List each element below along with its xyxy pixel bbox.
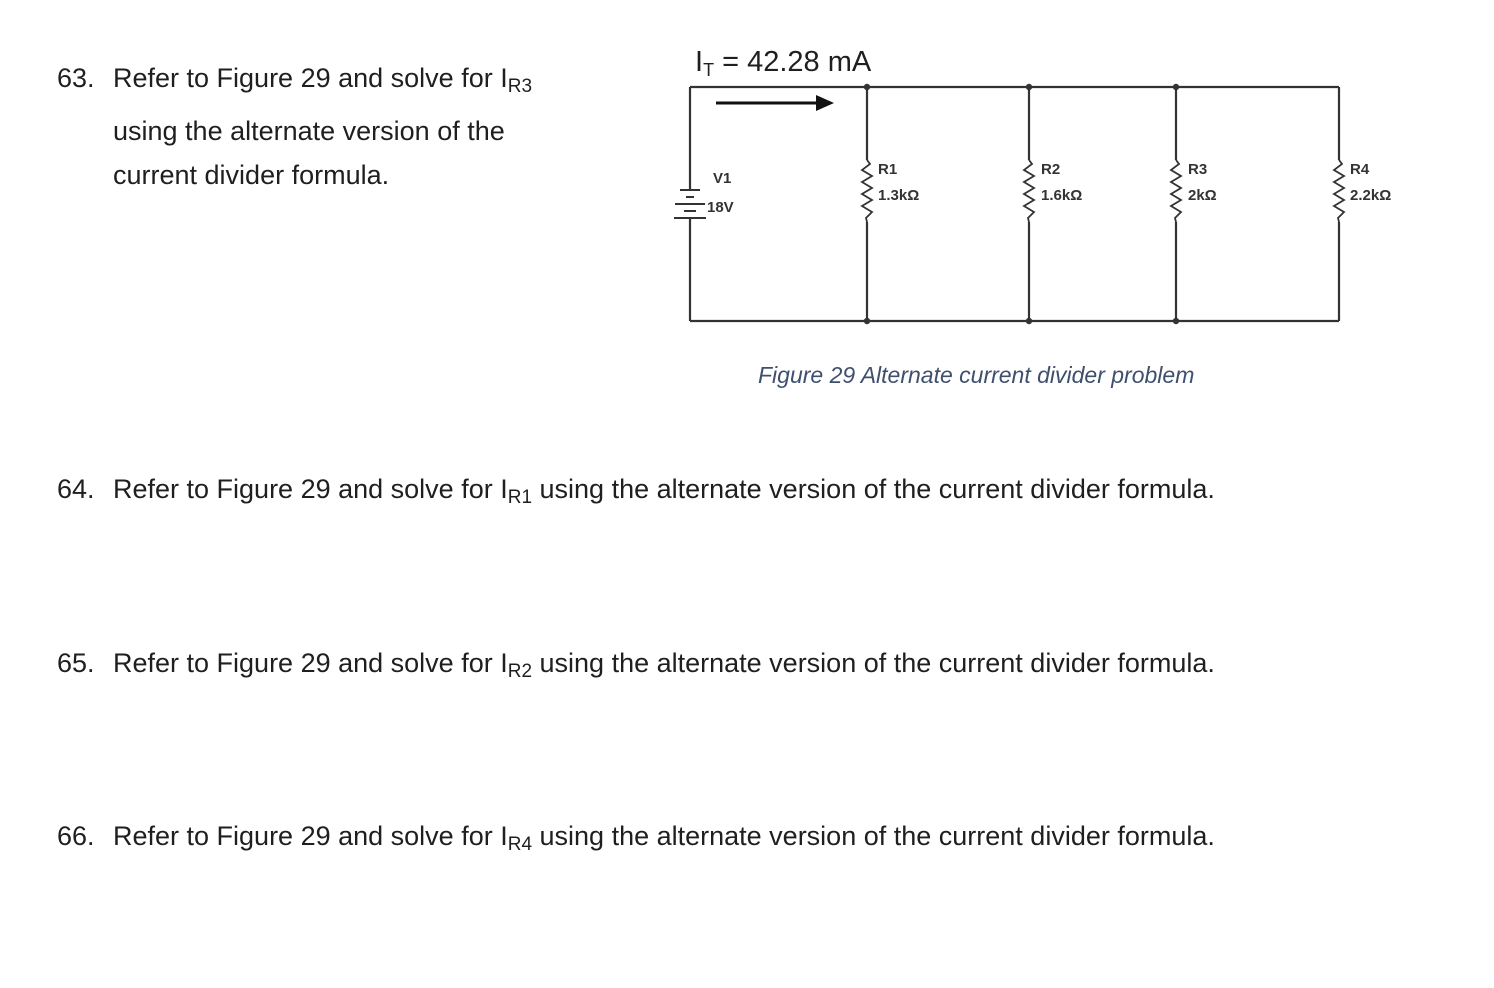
- question-number: 66.: [57, 821, 95, 851]
- question-number: 65.: [57, 648, 95, 678]
- current-subscript: R1: [507, 487, 533, 508]
- question-text: Refer to Figure 29 and solve for I: [113, 821, 508, 851]
- total-current-label: IT = 42.28 mA: [695, 46, 872, 80]
- question-66: [57, 814, 1215, 867]
- question-text-rest: using the alternate version of the current divider formula.: [532, 821, 1215, 851]
- resistor-r4-name: R4: [1350, 161, 1370, 178]
- resistor-r3-value: 2kΩ: [1188, 187, 1217, 204]
- resistor-r4-symbol: [1334, 160, 1344, 222]
- resistor-r2-value: 1.6kΩ: [1041, 187, 1083, 204]
- current-subscript: R3: [507, 76, 533, 97]
- current-subscript: R2: [507, 661, 533, 682]
- resistor-r2-symbol: [1024, 160, 1034, 222]
- question-text: Refer to Figure 29 and solve for I: [113, 648, 508, 678]
- resistor-r3-name: R3: [1188, 161, 1208, 178]
- source-name: V1: [713, 170, 732, 187]
- question-text-line3: current divider formula.: [113, 160, 390, 190]
- resistor-r3-symbol: [1171, 160, 1181, 222]
- figure-caption: Figure 29 Alternate current divider problem: [758, 362, 1195, 388]
- question-number: 64.: [57, 474, 95, 504]
- resistor-r1-name: R1: [878, 161, 898, 178]
- resistor-r1-symbol: [862, 160, 872, 222]
- question-text-rest: using the alternate version of the current divider formula.: [532, 648, 1215, 678]
- current-subscript: R4: [507, 834, 533, 855]
- question-text: Refer to Figure 29 and solve for I: [113, 474, 508, 504]
- battery-symbol: [674, 190, 706, 218]
- resistor-r1-value: 1.3kΩ: [878, 187, 920, 204]
- question-number: 63.: [57, 63, 95, 93]
- resistor-r4-value: 2.2kΩ: [1350, 187, 1392, 204]
- question-text: Refer to Figure 29 and solve for I: [113, 63, 508, 93]
- question-64: [57, 467, 1215, 520]
- current-arrow: [716, 95, 834, 111]
- resistor-r2-name: R2: [1041, 161, 1061, 178]
- question-text-line2: using the alternate version of the: [113, 116, 505, 146]
- question-65: [57, 641, 1215, 694]
- source-value: 18V: [707, 199, 734, 216]
- question-text-rest: using the alternate version of the current divider formula.: [532, 474, 1215, 504]
